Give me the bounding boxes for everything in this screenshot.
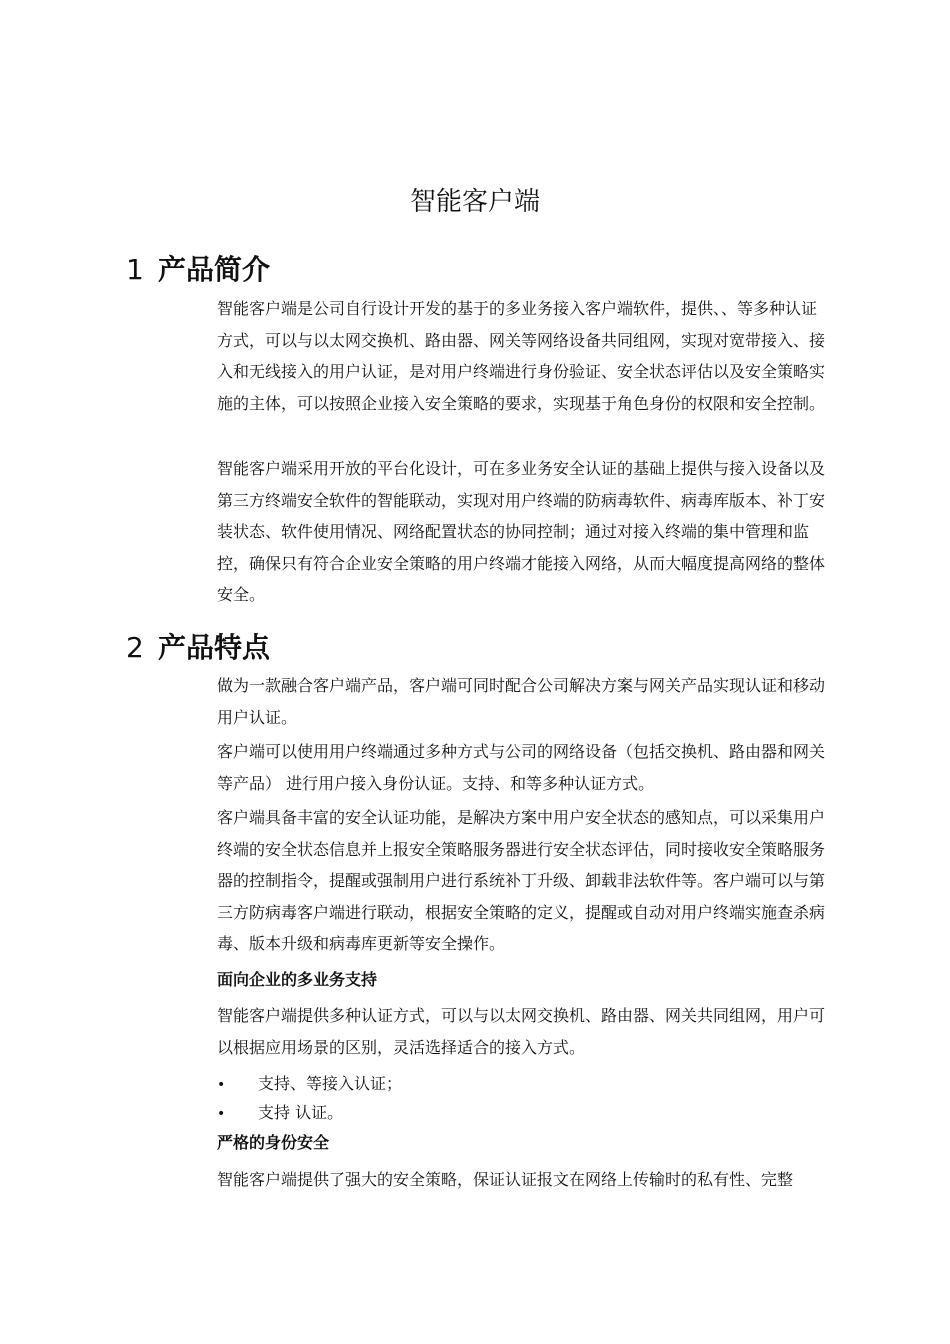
list-item-text: 支持 认证。 bbox=[258, 1103, 344, 1122]
section-1-body-2 bbox=[217, 453, 829, 611]
paragraph: 智能客户端采用开放的平台化设计，可在多业务安全认证的基础上提供与接入设备以及第三方终端安全软件的智能联动，实现对用户终端的防病毒软件、病毒库版本、补丁安装状态、软件使用情况、网络配置状态的协同控制；通过对接入终端的集中管理和监控，确保只有符合企业安全策略的用户终端才能接入网络，从而大幅度提高网络的整体安全。 bbox=[217, 459, 826, 604]
list-item-text: 支持、等接入认证； bbox=[258, 1074, 403, 1093]
section-title: 产品简介 bbox=[158, 253, 271, 286]
paragraph: 智能客户端是公司自行设计开发的基于的多业务接入客户端软件，提供、、等多种认证方式，可以与以太网交换机、路由器、网关等网络设备共同组网，实现对宽带接入、接入和无线接入的用户认证，是对用户终端进行身份验证、安全状态评估以及安全策略实施的主体，可以按照企业接入安全策略的要求，实现基于角色身份的权限和安全控制。 bbox=[217, 299, 826, 413]
paragraph: 做为一款融合客户端产品，客户端可同时配合公司解决方案与网关产品实现认证和移动用户认证。 bbox=[217, 676, 826, 727]
section-number: 1 bbox=[126, 253, 144, 286]
list-item bbox=[217, 1101, 829, 1126]
subsection-heading: 面向企业的多业务支持 bbox=[217, 970, 378, 989]
list-item bbox=[217, 1072, 829, 1097]
subsection-heading: 严格的身份安全 bbox=[217, 1133, 330, 1152]
subsection-body bbox=[217, 1000, 829, 1063]
document-title: 智能客户端 bbox=[409, 187, 540, 217]
paragraph: 智能客户端提供多种认证方式，可以与以太网交换机、路由器、网关共同组网，用户可以根据应用场景的区别，灵活选择适合的接入方式。 bbox=[217, 1006, 826, 1057]
section-heading-2 bbox=[126, 630, 270, 666]
paragraph: 客户端具备丰富的安全认证功能，是解决方案中用户安全状态的感知点，可以采集用户终端的安全状态信息并上报安全策略服务器进行安全状态评估，同时接收安全策略服务器的控制指令，提醒或强制用户进行系统补丁升级、卸载非法软件等。客户端可以与第三方防病毒客户端进行联动，根据安全策略的定义，提醒或自动对用户终端实施查杀病毒、版本升级和病毒库更新等安全操作。 bbox=[217, 808, 826, 953]
section-2-body-1 bbox=[217, 670, 829, 733]
paragraph: 客户端可以使用用户终端通过多种方式与公司的网络设备（包括交换机、路由器和网关等产品） 进行用户接入身份认证。支持、和等多种认证方式。 bbox=[217, 742, 826, 793]
section-number: 2 bbox=[126, 631, 144, 664]
section-2-body-3 bbox=[217, 802, 829, 960]
section-2-body-2 bbox=[217, 736, 829, 799]
subsection-body bbox=[217, 1164, 829, 1196]
bullet-icon: • bbox=[217, 1077, 226, 1093]
bullet-icon: • bbox=[217, 1106, 226, 1122]
section-1-body bbox=[217, 293, 829, 419]
section-title: 产品特点 bbox=[158, 631, 271, 664]
paragraph: 智能客户端提供了强大的安全策略，保证认证报文在网络上传输时的私有性、完整 bbox=[217, 1170, 794, 1189]
section-heading-1 bbox=[126, 252, 270, 288]
